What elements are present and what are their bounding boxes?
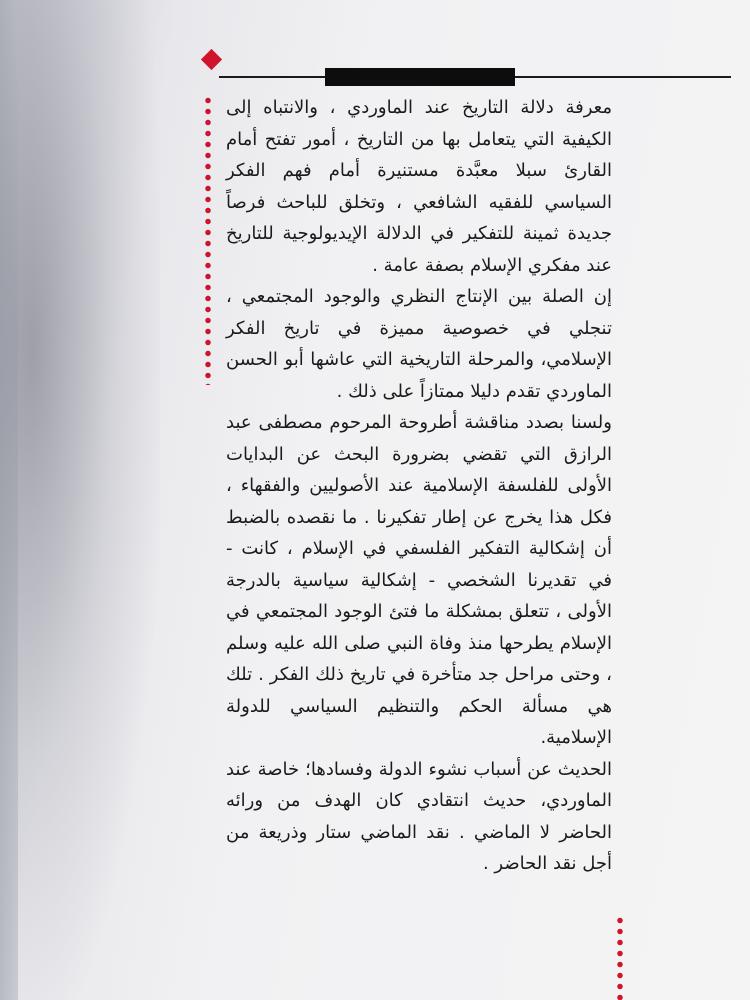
paragraph-3: ولسنا بصدد مناقشة أطروحة المرحوم مصطفى عبد الرازق التي تقضي بضرورة البحث عن البدايات الأولى للفلسفة الإسلامية عند الأصوليين والفقهاء ، فكل هذا يخرج عن إطار تفكيرنا . ما نقصده بالضبط أن إشكالية التفكير الفلسفي في الإسلام ، كانت - في تقديرنا الشخصي - إشكالية سياسية بالدرجة الأولى ، تتعلق بمشكلة ما فتئ الوجود المجتمعي في الإسلام يطرحها منذ وفاة النبي صلى الله عليه وسلم ، وحتى مراحل جد متأخرة في تاريخ ذلك الفكر . تلك هي مسألة الحكم والتنظيم السياسي للدولة الإسلامية. (226, 412, 612, 748)
red-dotted-line-top (205, 95, 211, 385)
red-dotted-line-bottom (617, 915, 623, 1000)
paragraph-4: الحديث عن أسباب نشوء الدولة وفسادها؛ خاصة عند الماوردي، حديث انتقادي كان الهدف من ورائه الحاضر لا الماضي . نقد الماضي ستار وذريعة من أجل نقد الحاضر . (226, 758, 612, 874)
body-text (226, 92, 612, 880)
black-bar-ornament (325, 68, 515, 86)
paragraph-2: إن الصلة بين الإنتاج النظري والوجود المجتمعي ، تنجلي في خصوصية مميزة في تاريخ الفكر الإسلامي، والمرحلة التاريخية التي عاشها أبو الحسن الماوردي تقدم دليلا ممتازاً على ذلك . (226, 286, 612, 402)
page-shadow (0, 0, 160, 1000)
paragraph-1: معرفة دلالة التاريخ عند الماوردي ، والانتباه إلى الكيفية التي يتعامل بها من التاريخ ، أمور تفتح أمام القارئ سبلا معبَّدة مستنيرة أمام فهم الفكر السياسي للفقيه الشافعي ، وتخلق للباحث فرصاً جديدة ثمينة للتفكير في الدلالة الإيديولوجية للتاريخ عند مفكري الإسلام بصفة عامة . (226, 97, 612, 276)
